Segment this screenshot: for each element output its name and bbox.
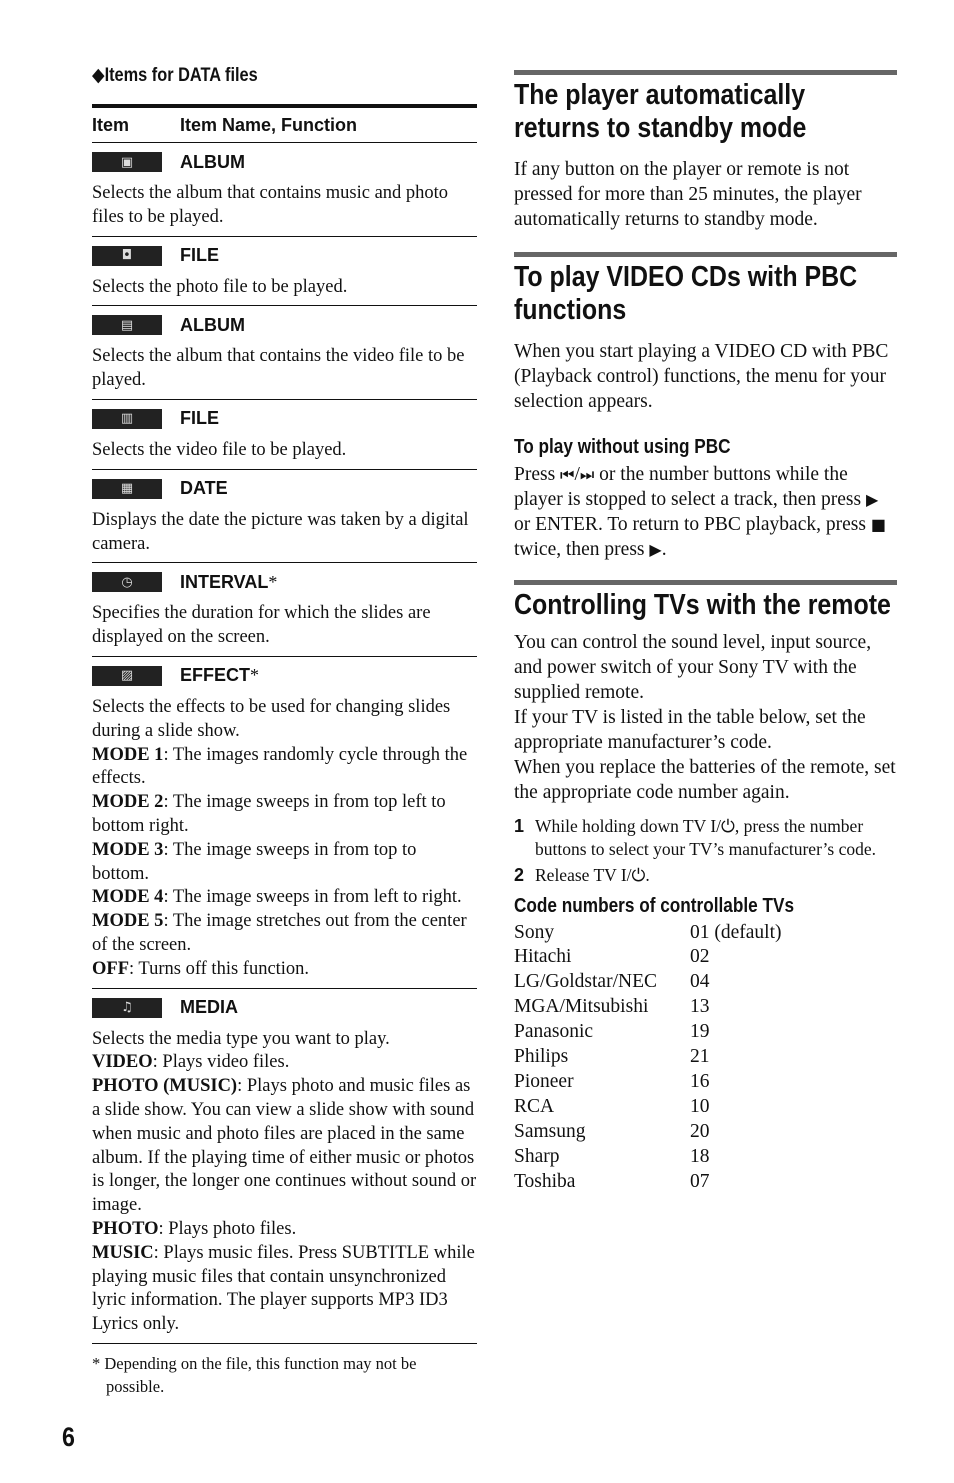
row-description: Displays the date the picture was taken by a digital camera. — [92, 509, 469, 554]
album-icon: ▣ — [92, 152, 162, 172]
row-name: ALBUM — [180, 151, 245, 172]
brand-code: 20 — [690, 1120, 710, 1142]
brand-name: Samsung — [514, 1120, 586, 1142]
table-row — [92, 314, 477, 400]
tv-heading: Controlling TVs with the remote — [514, 589, 891, 621]
media-intro: Selects the media type you want to play. — [92, 1028, 390, 1049]
effect-icon: ▨ — [92, 666, 162, 686]
media-type: MUSIC: Plays music files. Press SUBTITLE while playing music files that contain unsynchronized lyric information. The player supports MP3 ID3 Lyrics only. — [92, 1242, 475, 1335]
page-number: 6 — [62, 1422, 75, 1452]
code-row — [514, 1070, 897, 1095]
prev-track-icon: ⏮ — [560, 465, 575, 484]
pbc-heading: To play VIDEO CDs with PBC functions — [514, 261, 858, 326]
play-icon: ▶ — [649, 540, 662, 559]
effect-mode: MODE 3: The image sweeps in from top to bottom. — [92, 839, 417, 884]
media-type: PHOTO: Plays photo files. — [92, 1218, 297, 1239]
row-name: DATE — [180, 478, 228, 499]
brand-name: Philips — [514, 1046, 569, 1068]
brand-code: 21 — [690, 1046, 710, 1068]
media-icon: ♫ — [92, 998, 162, 1018]
brand-name: MGA/Mitsubishi — [514, 996, 649, 1018]
tv-paragraphs — [514, 630, 897, 805]
effect-mode: MODE 1: The images randomly cycle through the effects. — [92, 744, 468, 789]
brand-code: 18 — [690, 1145, 710, 1167]
row-description: Selects the video file to be played. — [92, 439, 347, 460]
code-row — [514, 970, 897, 995]
footnote: * Depending on the file, this function may not be possible. — [92, 1353, 417, 1396]
brand-name: Hitachi — [514, 946, 572, 968]
brand-code: 01 (default) — [690, 921, 782, 943]
effect-mode: OFF: Turns off this function. — [92, 958, 310, 979]
stop-icon: ■ — [870, 515, 886, 534]
brand-name: Panasonic — [514, 1021, 594, 1043]
code-row — [514, 1095, 897, 1120]
tv-paragraph: You can control the sound level, input source, and power switch of your Sony TV with the supplied remote. — [514, 632, 872, 703]
row-name: ALBUM — [180, 314, 245, 335]
step-item: 2 Release TV I/⏻. — [514, 865, 650, 885]
header-item-name: Item Name, Function — [180, 114, 358, 135]
row-name: FILE — [180, 245, 219, 266]
next-track-icon: ⏭ — [579, 465, 595, 484]
row-description: Selects the album that contains music and photo files to be played. — [92, 183, 449, 227]
section-title: ◆Items for DATA files — [92, 65, 258, 86]
pbc-text: When you start playing a VIDEO CD with PBC (Playback control) functions, the menu for your selection appears. — [514, 341, 889, 412]
left-column — [92, 62, 477, 1398]
row-name: INTERVAL — [180, 571, 269, 592]
effect-mode: MODE 5: The image stretches out from the center of the screen. — [92, 911, 467, 955]
code-row — [514, 1045, 897, 1070]
table-row-media — [92, 997, 477, 1344]
media-type: VIDEO: Plays video files. — [92, 1052, 290, 1073]
effect-mode: MODE 2: The image sweeps in from top left to bottom right. — [92, 792, 446, 836]
code-row — [514, 1170, 897, 1195]
code-row — [514, 921, 897, 946]
camera-icon: ◘ — [92, 246, 162, 266]
brand-code: 02 — [690, 946, 710, 968]
pbc-instructions: Press ⏮/⏭ or the number buttons while the player is stopped to select a track, then press ▶ or ENTER. To return to PBC playback, press ■ twice, then press ▶. — [514, 464, 886, 560]
table-row-effect: ▨ EFFECT* Selects the effects to be used for changing slides during a slide show. MODE 1: The images randomly cycle through the effects. MODE 2: The image sweeps in from top left to bottom right. MODE 3: The image sweeps in from top to bottom. MODE 4: The image sweeps in from left to right. MODE 5: The image stretches out from the center of the screen. OFF: Turns off this function. — [92, 665, 477, 989]
step-item: 1 While holding down TV I/⏻, press the number buttons to select your TV’s manufacturer’s code. — [514, 816, 877, 859]
table-row — [92, 478, 477, 564]
effect-mode: MODE 4: The image sweeps in from left to right. — [92, 887, 462, 908]
code-row — [514, 945, 897, 970]
table-row: ◷ INTERVAL* Specifies the duration for which the slides are displayed on the screen. — [92, 571, 477, 657]
row-name: FILE — [180, 408, 219, 429]
film-icon: ▥ — [92, 409, 162, 429]
codes-table — [514, 921, 897, 1195]
data-items-table — [92, 151, 477, 657]
row-description: Selects the album that contains the video file to be played. — [92, 346, 465, 391]
tv-steps — [514, 815, 897, 887]
media-type: PHOTO (MUSIC): Plays photo and music files as a slide show. You can view a slide show with sound when music and photo files are placed in the same album. If the playing time of either music or photos is longer, the longer one continues without sound or image. — [92, 1076, 477, 1216]
interval-clock-icon: ◷ — [92, 572, 162, 592]
brand-code: 10 — [690, 1095, 710, 1117]
brand-code: 13 — [690, 996, 710, 1018]
brand-name: Pioneer — [514, 1070, 574, 1092]
video-album-icon: ▤ — [92, 315, 162, 335]
row-name: EFFECT — [180, 665, 250, 686]
right-column — [514, 70, 897, 1194]
calendar-icon: ▦ — [92, 479, 162, 499]
pbc-subheading: To play without using PBC — [514, 436, 731, 458]
brand-name: RCA — [514, 1095, 555, 1117]
brand-code: 19 — [690, 1021, 710, 1043]
play-icon: ▶ — [865, 490, 879, 509]
header-item: Item — [92, 114, 130, 135]
code-row — [514, 1020, 897, 1045]
codes-heading: Code numbers of controllable TVs — [514, 894, 795, 917]
table-row — [92, 245, 477, 307]
brand-name: Sony — [514, 921, 555, 943]
table-header — [92, 108, 477, 143]
code-row — [514, 1145, 897, 1170]
brand-code: 04 — [690, 971, 710, 993]
brand-code: 16 — [690, 1070, 710, 1092]
brand-name: LG/Goldstar/NEC — [514, 971, 657, 993]
code-row — [514, 995, 897, 1020]
brand-code: 07 — [690, 1170, 710, 1192]
standby-text: If any button on the player or remote is not pressed for more than 25 minutes, the player automatically returns to standby mode. — [514, 159, 862, 230]
row-description: Selects the photo file to be played. — [92, 276, 348, 297]
table-row — [92, 408, 477, 470]
row-description: Specifies the duration for which the slides are displayed on the screen. — [92, 603, 431, 648]
brand-name: Sharp — [514, 1145, 560, 1167]
tv-paragraph: When you replace the batteries of the remote, set the appropriate code number again. — [514, 757, 896, 803]
brand-name: Toshiba — [514, 1170, 576, 1192]
row-name: MEDIA — [180, 997, 238, 1018]
tv-paragraph: If your TV is listed in the table below, set the appropriate manufacturer’s code. — [514, 707, 866, 753]
table-row — [92, 151, 477, 237]
code-row — [514, 1120, 897, 1145]
standby-heading: The player automatically returns to standby mode — [514, 79, 807, 144]
effect-intro: Selects the effects to be used for changing slides during a slide show. — [92, 696, 451, 741]
